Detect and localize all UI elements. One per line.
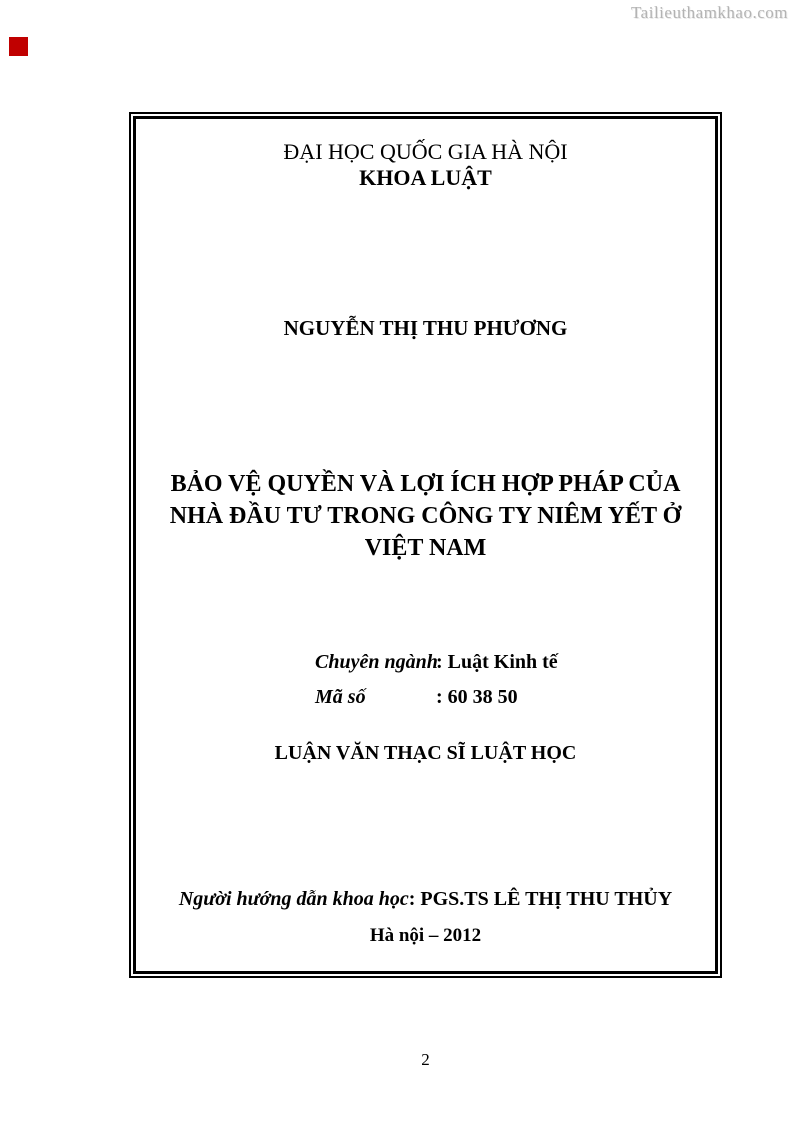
- place-year: Hà nội – 2012: [369, 925, 482, 946]
- cover-border-frame-inner: [133, 116, 718, 974]
- code-value: : 60 38 50: [436, 686, 518, 708]
- major-label: Chuyên ngành: [315, 651, 438, 673]
- major-row: [315, 645, 558, 680]
- program-info-block: [315, 645, 558, 715]
- faculty-name: KHOA LUẬT: [359, 165, 492, 190]
- red-square-marker: [9, 37, 28, 56]
- code-row: [315, 680, 558, 715]
- page-number: 2: [421, 1050, 430, 1069]
- thesis-title-line-1: BẢO VỆ QUYỀN VÀ LỢI ÍCH HỢP PHÁP CỦA: [170, 471, 681, 497]
- supervisor-label: Người hướng dẫn khoa học: [178, 888, 409, 910]
- cover-border-frame: [129, 112, 722, 978]
- institution-block: [136, 139, 715, 191]
- university-name: ĐẠI HỌC QUỐC GIA HÀ NỘI: [283, 139, 568, 164]
- supervisor-name: : PGS.TS LÊ THỊ THU THỦY: [408, 888, 673, 910]
- code-label: Mã số: [315, 686, 366, 708]
- author-name: NGUYỄN THỊ THU PHƯƠNG: [283, 316, 568, 340]
- watermark-text: Tailieuthamkhao.com: [630, 3, 788, 22]
- thesis-title-line-2: NHÀ ĐẦU TƯ TRONG CÔNG TY NIÊM YẾT Ở: [169, 503, 682, 529]
- supervisor-line: [136, 888, 715, 911]
- thesis-title: [136, 468, 715, 564]
- major-value: : Luật Kinh tế: [436, 651, 558, 673]
- thesis-type: LUẬN VĂN THẠC SĨ LUẬT HỌC: [274, 742, 577, 764]
- thesis-title-line-3: VIỆT NAM: [364, 535, 487, 561]
